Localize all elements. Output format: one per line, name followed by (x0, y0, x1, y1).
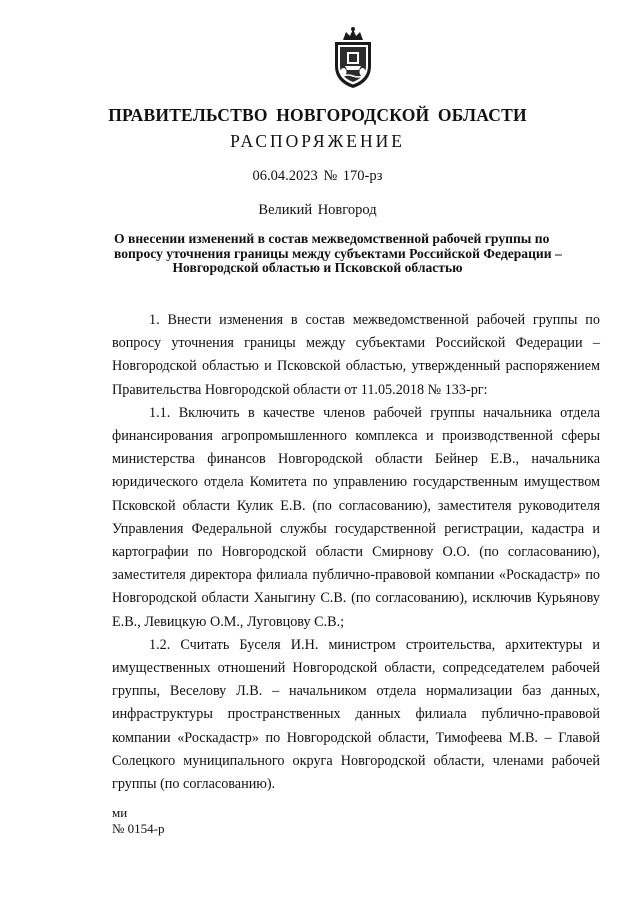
subject-line: О внесении изменений в состав межведомственной рабочей группы по (114, 231, 550, 246)
footer-registration (112, 805, 164, 837)
registration-number: № 0154-р (112, 821, 165, 836)
body-paragraph: 1.2. Считать Буселя И.Н. министром строительства, архитектуры и имущественных отношений Новгородской области, сопредседателем рабочей группы, Веселову Л.В. – начальником отдела нормализации баз данных, инфраструктуры пространственных данных филиала публично-правовой компании «Роскадастр» по Новгородской области, Тимофеева М.В. – Главой Солецкого муниципального округа Новгородской области, членами рабочей группы (по согласованию). (112, 636, 600, 793)
document-body (112, 309, 600, 796)
subject-line: вопросу уточнения границы между субъектами Российской Федерации – (114, 245, 562, 261)
document-type: РАСПОРЯЖЕНИЕ (230, 131, 405, 151)
executor-initials: ми (112, 805, 128, 820)
document-subject (114, 231, 562, 276)
body-paragraph: 1.1. Включить в качестве членов рабочей группы начальника отдела финансирования агропромышленного комплекса и производственной сферы министерства финансов Новгородской области Бейнер Е.В., начальника юридического отдела Комитета по управлению государственным имуществом Псковской области Кулик Е.В. (по согласованию), заместителя руководителя Управления Федеральной службы государственной регистрации, кадастра и картографии по Новгородской области Смирнову О.О. (по согласованию), заместителя директора филиала публично-правовой компании «Роскадастр» по Новгородской области Ханыгину С.В. (по согласованию), исключив Курьянову Е.В., Левицкую О.М., Луговцову С.В.; (112, 404, 600, 630)
date-and-number: 06.04.2023 № 170-рз (252, 168, 383, 184)
city-name: Великий Новгород (258, 202, 377, 218)
organization-title: ПРАВИТЕЛЬСТВО НОВГОРОДСКОЙ ОБЛАСТИ (108, 105, 527, 125)
body-paragraph: 1. Внести изменения в состав межведомственной рабочей группы по вопросу уточнения границы между субъектами Российской Федерации – Новгородской областью и Псковской областью, утвержденный распоряжением Правительства Новгородской области от 11.05.2018 № 133-рг: (112, 312, 600, 398)
subject-line: Новгородской областью и Псковской областью (172, 260, 463, 275)
coat-of-arms-icon (323, 26, 383, 90)
